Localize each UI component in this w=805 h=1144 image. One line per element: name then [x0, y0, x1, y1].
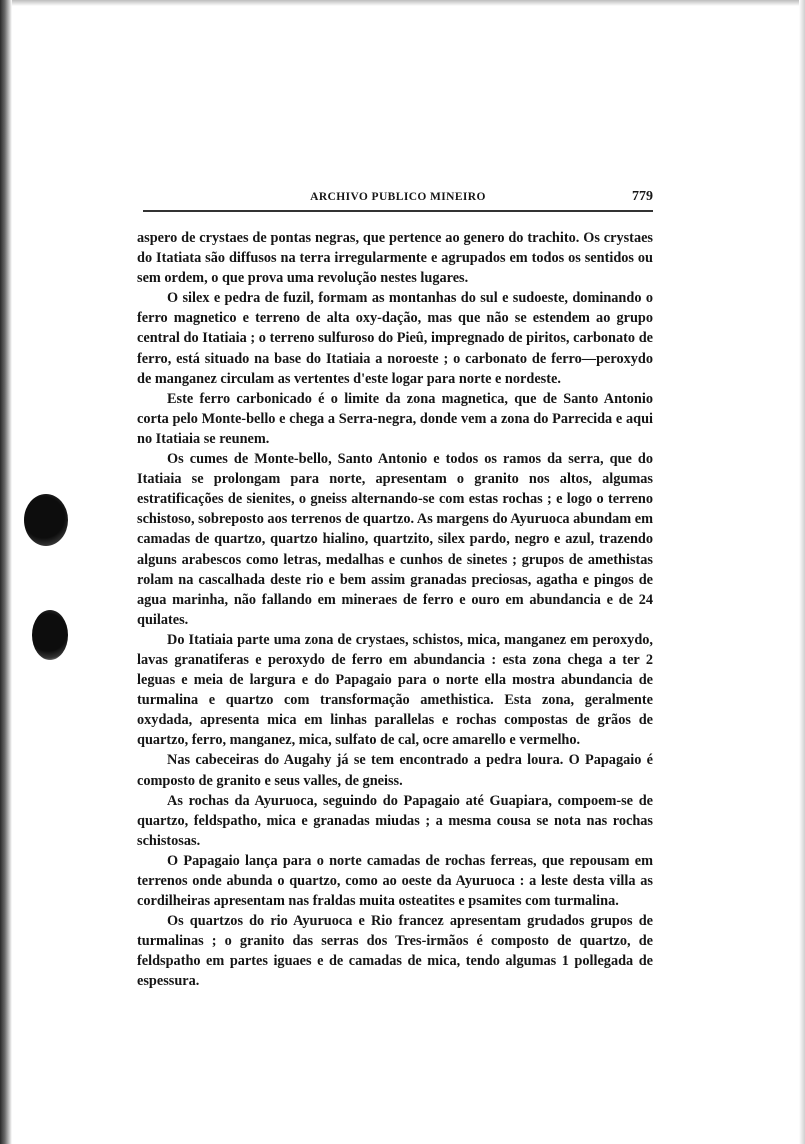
page-edge-top: [0, 0, 805, 6]
running-title: ARCHIVO PUBLICO MINEIRO: [310, 191, 486, 203]
paragraph: O silex e pedra de fuzil, formam as montanhas do sul e sudoeste, dominando o ferro magnetico e terreno de alta oxy-dação, mas que não se estendem ao grupo central do Itatiaia ; o terreno sulfuroso do Pieû, impregnado de piritos, carbonato de ferro, está situado na base do Itatiaia a noroeste ; o carbonato de ferro—peroxydo de manganez circulam as vertentes d'este logar para norte e nordeste.: [137, 290, 653, 387]
page-edge-right: [799, 0, 805, 1144]
paragraph: Este ferro carbonicado é o limite da zona magnetica, que de Santo Antonio corta pelo Monte-bello e chega a Serra-negra, donde vem a zona do Parrecida e aqui no Itatiaia se reunem.: [137, 390, 653, 447]
paragraph: O Papagaio lança para o norte camadas de rochas ferreas, que repousam em terrenos onde abunda o quartzo, como ao oeste da Ayuruoca : a leste desta villa as cordilheiras apresentam nas fraldas muita osteatites e psamites com turmalina.: [137, 852, 653, 910]
paragraph: Nas cabeceiras do Augahy já se tem encontrado a pedra loura. O Papagaio é composto de granito e seus valles, de gneiss.: [137, 752, 653, 789]
ink-blot: [32, 610, 68, 660]
paragraph: As rochas da Ayuruoca, seguindo do Papagaio até Guapiara, compoem-se de quartzo, feldspatho, mica e granadas miudas ; a mesma cousa se nota nas rochas schistosas.: [137, 792, 653, 849]
paragraph: Os cumes de Monte-bello, Santo Antonio e todos os ramos da serra, que do Itatiaia se prolongam para norte, apresentam o granito nos altos, algumas estratificações de sienites, o gneiss alternando-se com estas rochas ; e logo o terreno schistoso, sobreposto aos terrenos de quartzo. As margens do Ayuruoca abundam em camadas de quartzo, quartzo hialino, quartzito, silex pardo, negro e azul, trazendo alguns arabescos como letras, medalhas e cunhos de sinetes ; grupos de amethistas rolam na cascalhada deste rio e bem assim granadas preciosas, agatha e pingos de agua marinha, não fallando em mineraes de ferro e ouro em abundancia e de 24 quilates.: [137, 451, 653, 628]
paragraph: aspero de crystaes de pontas negras, que pertence ao genero do trachito. Os crystaes do Itatiata são diffusos na terra irregularmente e agrupados em todos os sentidos ou sem ordem, o que prova uma revolução nestes lugares.: [137, 230, 653, 287]
ink-blot: [24, 494, 68, 546]
binding-shadow: [0, 0, 12, 1144]
paragraph: Do Itatiaia parte uma zona de crystaes, schistos, mica, manganez em peroxydo, lavas granatiferas e peroxydo de ferro em abundancia : esta zona chega a ter 2 leguas e meia de largura e do Papagaio para o norte ella mostra abundancia de turmalina e quartzo com transformação amethistica. Esta zona, geralmente oxydada, apresenta mica em linhas parallelas e rochas compostas de grãos de quartzo, ferro, manganez, mica, sulfato de cal, ocre amarello e vermelho.: [137, 631, 653, 749]
paragraph: Os quartzos do rio Ayuruoca e Rio francez apresentam grudados grupos de turmalinas ; o granito das serras dos Tres-irmãos é composto de quartzo, de feldspatho em partes iguaes e de camadas de mica, tendo algumas 1 pollegada de espessura.: [137, 913, 653, 990]
body-text: [137, 228, 653, 992]
page-number: 779: [632, 189, 653, 204]
header-rule: [143, 210, 653, 212]
